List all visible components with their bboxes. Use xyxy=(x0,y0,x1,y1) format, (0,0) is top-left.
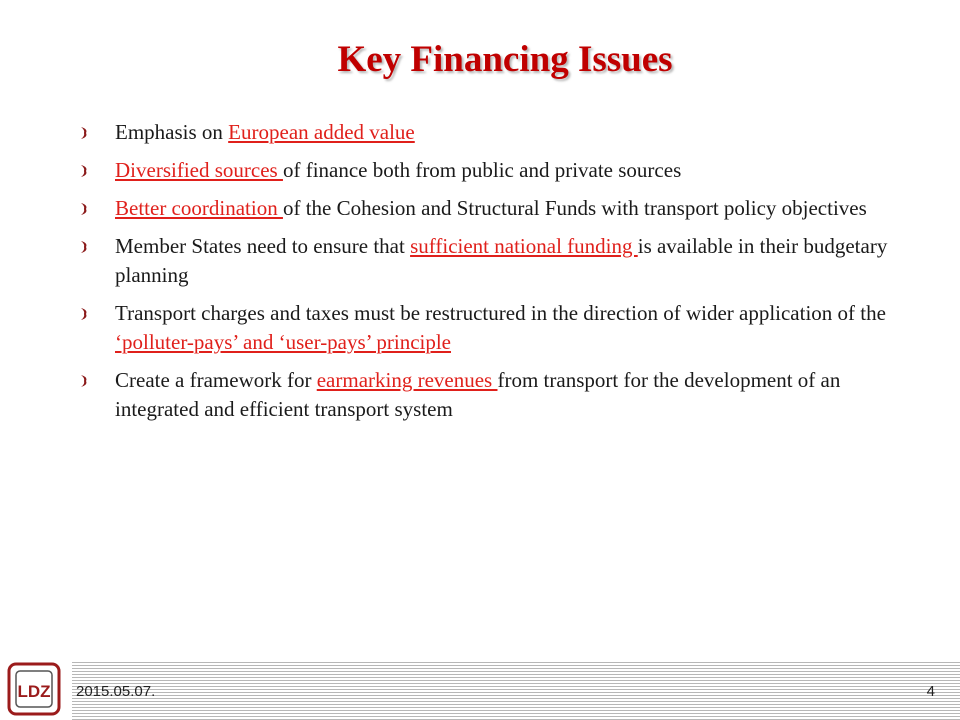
bullet-item xyxy=(80,156,910,185)
bullet-text: from transport for the development of an integrated and efficient transport system xyxy=(115,368,841,421)
bullet-text: Create a framework for xyxy=(115,368,317,392)
bullet-item xyxy=(80,194,910,223)
bullet-marker-icon xyxy=(80,307,91,321)
bullet-text: of finance both from public and private sources xyxy=(282,158,682,182)
bullet-item xyxy=(80,366,910,424)
bullet-text: Member States need to ensure that xyxy=(115,234,411,258)
bullet-item xyxy=(80,299,910,357)
bullet-marker-icon xyxy=(80,240,91,254)
bullet-text: Emphasis on xyxy=(115,120,229,144)
bullet-link[interactable]: earmarking revenues xyxy=(316,368,498,392)
bullet-list xyxy=(80,118,910,433)
bullet-marker-icon xyxy=(80,374,91,388)
bullet-marker-icon xyxy=(80,202,91,216)
bullet-link[interactable]: European added value xyxy=(228,120,415,144)
ldz-logo xyxy=(6,660,64,716)
bullet-text: is available in their budgetary planning xyxy=(115,234,888,287)
page-number: 4 xyxy=(926,683,935,700)
slide-title: Key Financing Issues xyxy=(337,39,673,80)
bullet-link[interactable]: Diversified sources xyxy=(115,158,283,182)
bullet-marker-icon xyxy=(80,164,91,178)
bullet-link[interactable]: Better coordination xyxy=(115,196,283,220)
logo-text: LDZ xyxy=(17,682,51,701)
bullet-marker-icon xyxy=(80,126,91,140)
bullet-link[interactable]: sufficient national funding xyxy=(410,234,638,258)
bullet-item xyxy=(80,118,910,147)
bullet-item xyxy=(80,232,910,290)
bullet-text: of the Cohesion and Structural Funds with transport policy objectives xyxy=(282,196,867,220)
bullet-text: Transport charges and taxes must be restructured in the direction of wider application of the xyxy=(115,301,886,325)
footer-stripes xyxy=(72,662,960,720)
footer-date: 2015.05.07. xyxy=(76,683,156,700)
bullet-link[interactable]: ‘polluter-pays’ and ‘user-pays’ principle xyxy=(115,330,451,354)
